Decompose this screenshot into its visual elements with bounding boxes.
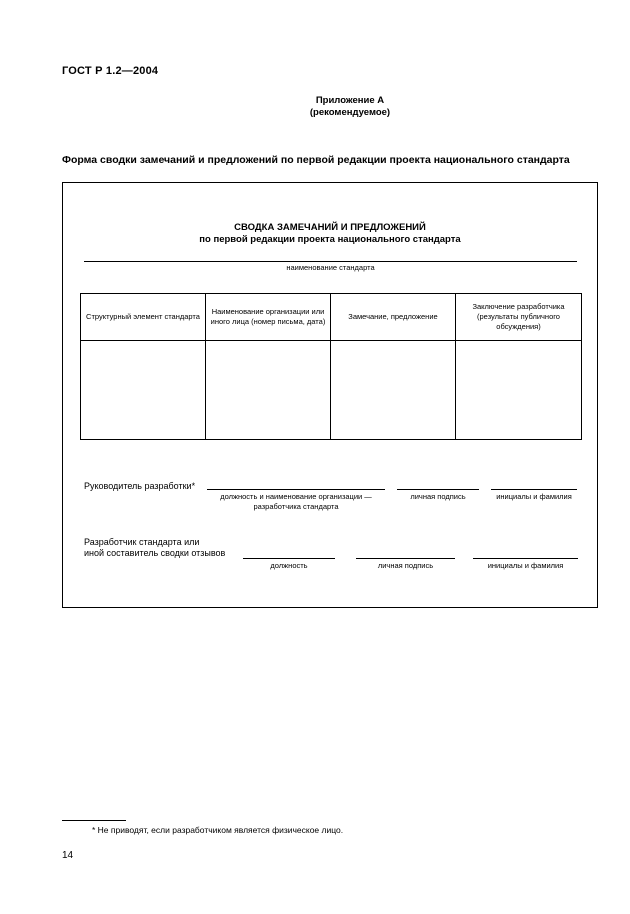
standard-name-caption: наименование стандарта: [286, 263, 375, 272]
table-header-cell: Замечание, предложение: [331, 294, 456, 341]
head-position-line: [207, 489, 385, 490]
developer-signature-caption: личная подпись: [377, 561, 434, 570]
footnote-separator: [62, 820, 126, 821]
summary-subtitle: по первой редакции проекта национального стандарта: [199, 234, 461, 245]
head-position-caption: [198, 492, 394, 512]
table-row: [81, 341, 582, 440]
page-number: 14: [62, 850, 74, 861]
head-position-caption-line2: разработчика стандарта: [253, 502, 339, 511]
document-code: ГОСТ Р 1.2—2004: [62, 65, 159, 77]
footnote: * Не приводят, если разработчиком является физическое лицо.: [92, 825, 344, 835]
appendix-title: Приложение А: [315, 95, 385, 106]
table-header-cell: Заключение разработчика (результаты публичного обсуждения): [456, 294, 582, 341]
developer-position-caption: должность: [270, 561, 308, 570]
table-cell[interactable]: [206, 341, 331, 440]
table-cell[interactable]: [456, 341, 582, 440]
head-name-caption: инициалы и фамилия: [496, 492, 572, 501]
developer-name-line: [473, 558, 578, 559]
head-signature-caption: личная подпись: [410, 492, 466, 501]
table-header-cell: Наименование организации или иного лица (номер письма, дата): [206, 294, 331, 341]
standard-name-line: [84, 261, 577, 262]
head-of-development-label: Руководитель разработки*: [84, 481, 196, 491]
appendix-heading: [0, 95, 630, 119]
developer-position-line: [243, 558, 335, 559]
summary-title: СВОДКА ЗАМЕЧАНИЙ И ПРЕДЛОЖЕНИЙ: [234, 222, 426, 233]
table-header-cell: Структурный элемент стандарта: [81, 294, 206, 341]
summary-heading: [62, 222, 598, 246]
developer-label-line1: Разработчик стандарта или: [84, 537, 200, 547]
developer-label: [84, 537, 225, 559]
comments-table: [80, 293, 582, 440]
developer-name-caption: инициалы и фамилия: [487, 561, 564, 570]
developer-signature-line: [356, 558, 455, 559]
form-title: Форма сводки замечаний и предложений по первой редакции проекта национального стандарта: [62, 154, 570, 166]
developer-label-line2: иной составитель сводки отзывов: [84, 548, 226, 558]
table-header-row: [81, 294, 582, 341]
appendix-subtitle: (рекомендуемое): [309, 107, 391, 118]
table-cell[interactable]: [81, 341, 206, 440]
table-cell[interactable]: [331, 341, 456, 440]
head-position-caption-line1: должность и наименование организации —: [220, 492, 372, 501]
head-name-line: [491, 489, 577, 490]
head-signature-line: [397, 489, 479, 490]
